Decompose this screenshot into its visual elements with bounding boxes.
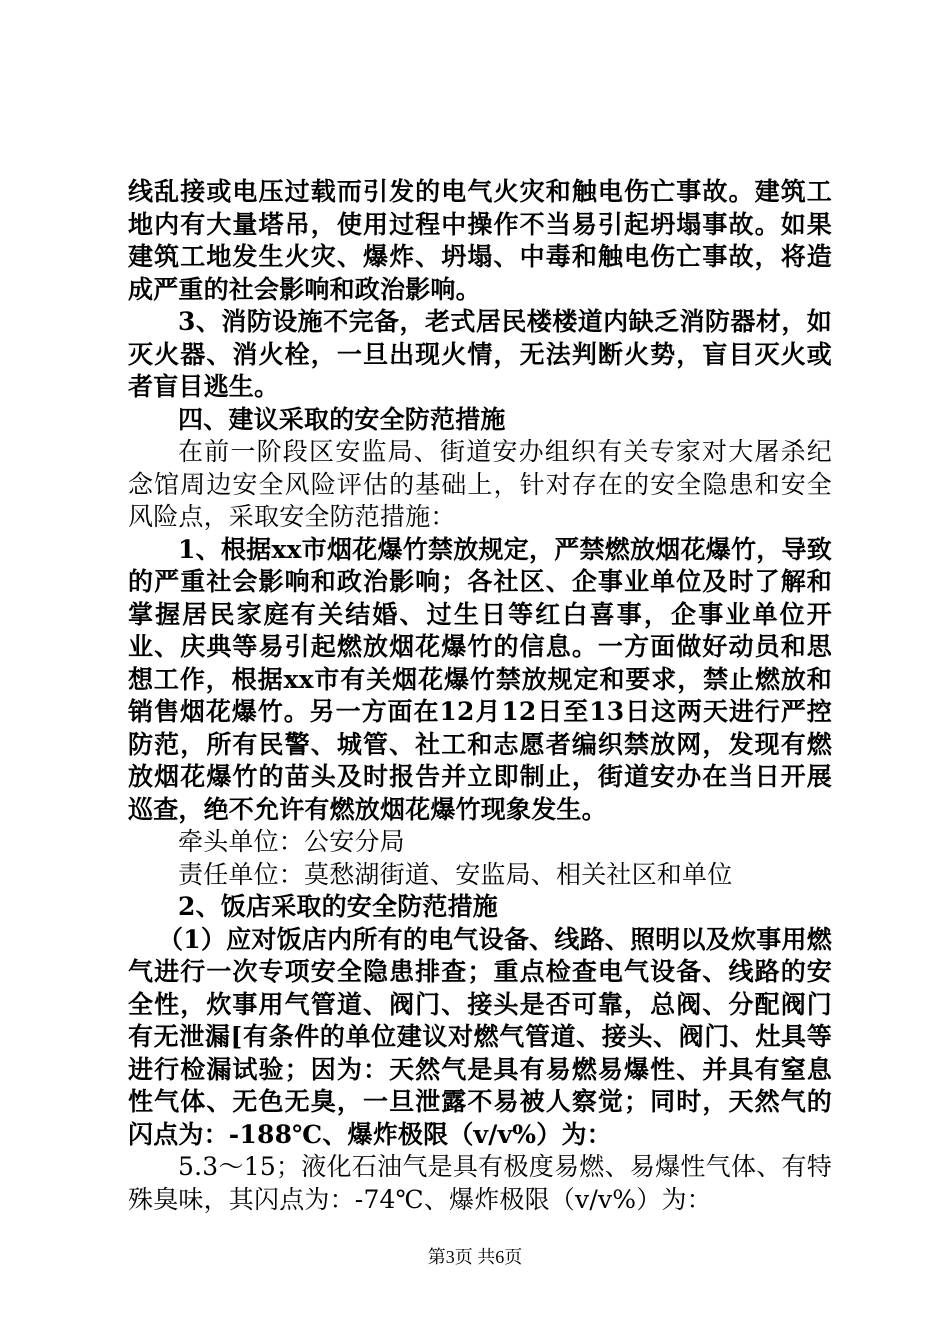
paragraph-fire-facilities: 3、消防设施不完备，老式居民楼楼道内缺乏消防器材，如灭火器、消火栓，一旦出现火情，无法判断火势，盲目灭火或者盲目逃生。 <box>128 307 832 401</box>
paragraph-restaurant-inspection: （1）应对饭店内所有的电气设备、线路、照明以及炊事用燃气进行一次专项安全隐患排查；重点检查电气设备、线路的安全性，炊事用气管道、阀门、接头是否可靠，总阀、分配阀门有无泄漏[有条件的单位建议对燃气管道、接头、阀门、灶具等进行检漏试验；因为：天然气是具有易燃易爆性、并具有窒息性气体、无色无臭，一旦泄露不易被人察觉；同时，天然气的闪点为：-188℃、爆炸极限（v/v%）为： <box>128 924 832 1149</box>
responsible-unit: 责任单位：莫愁湖街道、安监局、相关社区和单位 <box>178 859 733 889</box>
section-heading-restaurant: 2、饭店采取的安全防范措施 <box>178 892 498 921</box>
paragraph-fireworks-ban: 1、根据xx市烟花爆竹禁放规定，严禁燃放烟花爆竹，导致的严重社会影响和政治影响；各社区、企事业单位及时了解和掌握居民家庭有关结婚、过生日等红白喜事，企事业单位开业、庆典等易引起燃放烟花爆竹的信息。一方面做好动员和思想工作，根据xx市有关烟花爆竹禁放规定和要求，禁止燃放和销售烟花爆竹。另一方面在12月12日至13日这两天进行严控防范，所有民警、城管、社工和志愿者编织禁放网，发现有燃放烟花爆竹的苗头及时报告并立即制止，街道安办在当日开展巡查，绝不允许有燃放烟花爆竹现象发生。 <box>128 534 832 824</box>
paragraph-lpg-properties: 5.3～15；液化石油气是具有极度易燃、易爆性气体、有特殊臭味，其闪点为：-74℃、爆炸极限（v/v%）为： <box>128 1152 832 1214</box>
paragraph-fire-hazard-construction: 线乱接或电压过载而引发的电气火灾和触电伤亡事故。建筑工地内有大量塔吊，使用过程中操作不当易引起坍塌事故。如果建筑工地发生火灾、爆炸、坍塌、中毒和触电伤亡事故，将造成严重的社会影响和政治影响。 <box>128 177 832 304</box>
lead-unit: 牵头单位：公安分局 <box>178 827 405 856</box>
body-text <box>128 176 832 1216</box>
paragraph-risk-assessment: 在前一阶段区安监局、街道安办组织有关专家对大屠杀纪念馆周边安全风险评估的基础上，针对存在的安全隐患和安全风险点，采取安全防范措施： <box>128 437 832 531</box>
section-heading-measures: 四、建议采取的安全防范措施 <box>178 404 506 434</box>
page-footer: 第3页 共6页 <box>427 1247 523 1267</box>
